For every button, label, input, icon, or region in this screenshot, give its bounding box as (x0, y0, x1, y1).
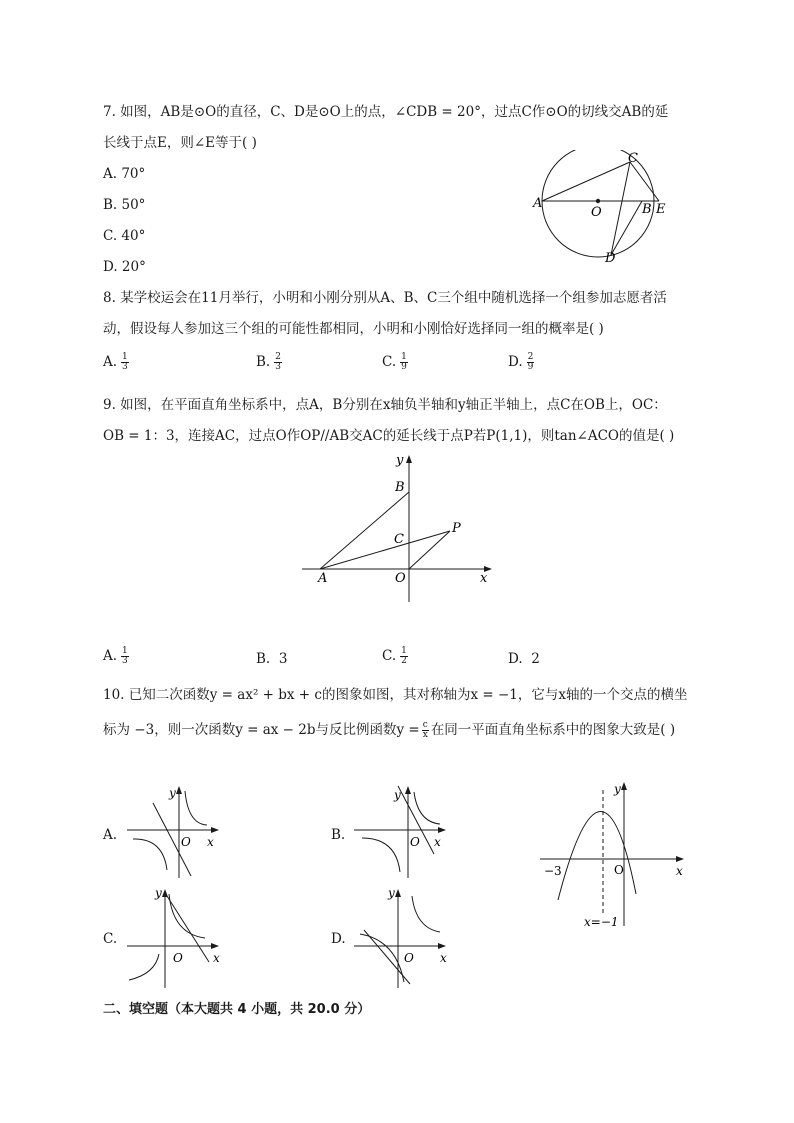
q9-stem-line2: OB = 1：3，连接AC，过点O作OP//AB交AC的延长线于点P若P(1,1)，则tan∠ACO的值是( ) (103, 428, 675, 444)
y-axis-arrow (395, 889, 401, 897)
q10-option-b-graph (352, 782, 452, 882)
x-axis-arrow (211, 827, 219, 833)
q10-option-a-label: A. (103, 827, 118, 843)
q7-option-d: D. 20° (103, 259, 146, 275)
line-ac (542, 162, 630, 201)
label-minus3: −3 (544, 864, 562, 878)
hyperbola-branch-2 (129, 954, 159, 980)
y-axis-arrow (406, 455, 412, 463)
hyperbola-branch-1 (185, 791, 207, 825)
label-o: O (404, 951, 414, 965)
label-a: A (318, 571, 328, 586)
x-axis-arrow (676, 856, 684, 862)
label-o: O (591, 205, 602, 220)
q7-stem-line1: 7. 如图，AB是⊙O的直径，C、D是⊙O上的点，∠CDB = 20°，过点C作⊙O的切线交AB的延 (103, 104, 669, 120)
label-x: x (213, 951, 220, 965)
label-x: x (440, 951, 447, 965)
q8-option-d: D. $\frac{2}{9}$ (508, 352, 534, 372)
q7-option-a: A. 70° (103, 166, 146, 182)
q10-option-b-label: B. (331, 827, 346, 843)
line-cd (611, 162, 630, 255)
q10-option-c-label: C. (103, 931, 118, 947)
label-y: y (394, 788, 401, 802)
label-p: P (452, 521, 461, 536)
y-axis-arrow (621, 782, 627, 790)
line-db (611, 201, 642, 255)
label-o: O (410, 835, 420, 849)
q9-stem-line1: 9. 如图，在平面直角坐标系中，点A，B分别在x轴负半轴和y轴正半轴上，点C在OB上，OC： (103, 397, 667, 413)
label-y: y (388, 886, 395, 900)
q9-option-d: D. 2 (508, 651, 540, 667)
q7-stem-line2: 长线于点E，则∠E等于( ) (103, 135, 257, 151)
q8-option-b: B. $\frac{2}{3}$ (256, 352, 281, 372)
q8-stem-line1: 8. 某学校运会在11月举行，小明和小刚分别从A、B、C三个组中随机选择一个组参加志愿者活 (103, 290, 667, 306)
q7-circle-figure (525, 150, 685, 270)
label-o: O (614, 863, 624, 877)
hyperbola-branch-2 (362, 838, 400, 872)
label-o: O (395, 571, 406, 586)
tangent-ce (630, 162, 659, 201)
center-dot (596, 199, 600, 203)
q10-parabola-figure (538, 778, 690, 930)
label-y: y (396, 453, 404, 468)
q10-option-a-graph (125, 782, 225, 882)
x-axis-arrow (438, 827, 446, 833)
q10-option-d-label: D. (331, 931, 346, 947)
label-a: A (533, 196, 543, 211)
q9-coordinate-figure (298, 448, 498, 608)
label-x: x (480, 571, 488, 586)
q10-option-c-graph (125, 884, 225, 990)
label-y: y (614, 782, 621, 796)
q10-stem-line1: 10. 已知二次函数y = ax² + bx + c的图象如图，其对称轴为x = −1，它与x轴的一个交点的横坐 (103, 687, 688, 703)
q8-option-a: A. $\frac{1}{3}$ (103, 352, 128, 372)
q9-option-a: A. $\frac{1}{3}$ (103, 646, 128, 666)
label-c: C (394, 532, 404, 547)
hyperbola-branch-1 (412, 896, 440, 932)
y-axis-arrow (405, 786, 411, 794)
label-d: D (605, 251, 616, 266)
hyperbola-branch-1 (414, 792, 440, 824)
label-x: x (676, 864, 683, 878)
hyperbola-branch-2 (133, 839, 167, 870)
q9-option-b: B. 3 (256, 651, 288, 667)
label-y: y (169, 786, 176, 800)
label-y: y (155, 886, 162, 900)
segment-ap (320, 531, 450, 569)
hyperbola-branch-1 (169, 894, 205, 938)
label-o: O (173, 951, 183, 965)
q7-option-c: C. 40° (103, 228, 146, 244)
label-c: C (628, 151, 638, 166)
q8-stem-line2: 动，假设每人参加这三个组的可能性都相同，小明和小刚恰好选择同一组的概率是( ) (103, 321, 604, 337)
x-axis-arrow (438, 943, 446, 949)
circle-o (542, 150, 654, 257)
segment-ab (320, 492, 409, 569)
y-axis-arrow (176, 786, 182, 794)
hyperbola-branch-2 (360, 934, 404, 982)
label-x: x (207, 835, 214, 849)
label-b: B (642, 202, 652, 217)
label-o: O (181, 835, 191, 849)
section-fill-in-title: 二、填空题（本大题共 4 小题，共 20.0 分） (103, 1002, 371, 1017)
label-axis: x=−1 (584, 915, 619, 929)
q8-option-c: C. $\frac{1}{9}$ (382, 352, 407, 372)
label-b: B (395, 480, 405, 495)
y-axis-arrow (162, 889, 168, 897)
x-axis-arrow (211, 943, 219, 949)
label-e: E (656, 202, 666, 217)
q9-option-c: C. $\frac{1}{2}$ (382, 646, 407, 666)
q7-option-b: B. 50° (103, 197, 146, 213)
label-x: x (434, 835, 441, 849)
q10-option-d-graph (352, 884, 452, 990)
q10-stem-line2: 标为 −3，则一次函数y = ax − 2b与反比例函数y = $\frac{c}{x}$ 在同一平面直角坐标系中的图象大致是( ) (103, 720, 676, 740)
